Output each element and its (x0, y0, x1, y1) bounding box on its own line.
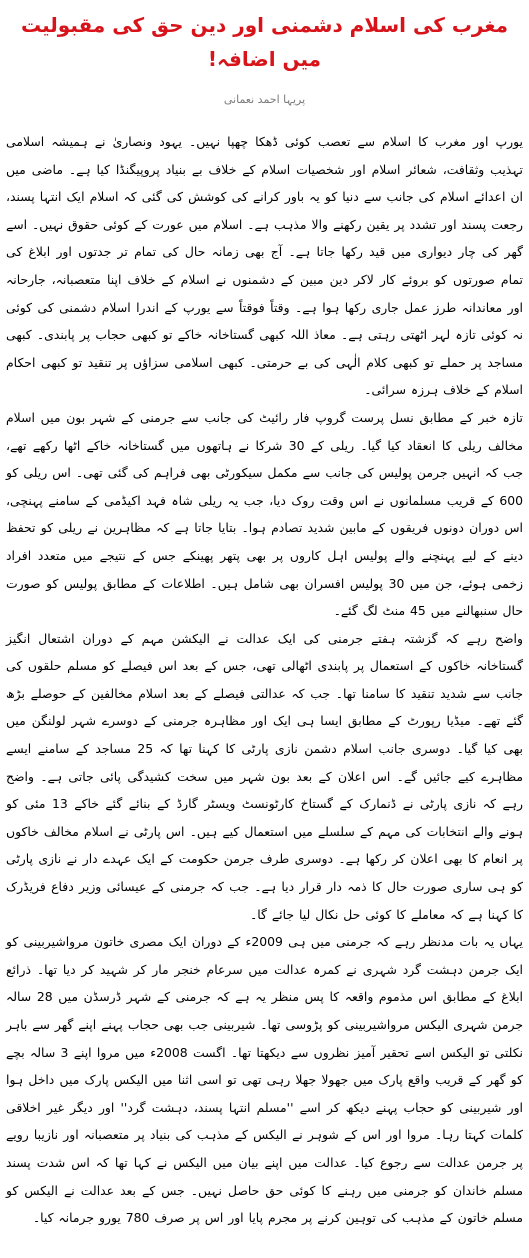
article-paragraph: یورپ اور مغرب کا اسلام سے تعصب کوئی ڈھکا چھپا نہیں۔ یہود ونصاریٰ نے ہمیشہ اسلامی تہذیب وثقافت، شعائر اسلام اور شخصیات اسلام کے خلاف بے بنیاد پروپیگنڈا کیا ہے۔ ماضی میں ان اعدائے اسلام کی جانب سے دنیا کو یہ باور کرانے کی کوشش کی گئی کہ اسلام ایک انتہا پسند، رجعت پسند اور تشدد پر یقین رکھنے والا مذہب ہے۔ اسلام میں عورت کے کوئی حقوق نہیں۔ اسے گھر کی چار دیواری میں قید رکھا جاتا ہے۔ آج بھی زمانہ حال کی تمام تر جدتوں اور ابلاغ کی تمام صورتوں کو بروئے کار لاکر دین مبین کے دشمنوں نے اسلام کے خلاف اپنا متعصبانہ، جارحانہ اور معاندانہ طرز عمل جاری رکھا ہوا ہے۔ وقتاً فوقتاً سے یورپ کے اندرا اسلام دشمنی کی کوئی نہ کوئی تازہ لہر اٹھتی رہتی ہے۔ معاذ اللہ کبھی گستاخانہ خاکے تو کبھی حجاب پر پابندی۔ کبھی مساجد پر حملے تو کبھی کلام الٰہی کی بے حرمتی۔ کبھی اسلامی سزاؤں پر تنقید تو کبھی احکام اسلام کے خلاف ہرزہ سرائی۔ (6, 134, 523, 398)
article-body (6, 128, 523, 1232)
article-paragraph: تازہ خبر کے مطابق نسل پرست گروپ فار رائیٹ کی جانب سے جرمنی کے شہر بون میں اسلام مخالف ریلی کا انعقاد کیا گیا۔ ریلی کے 30 شرکا نے ہاتھوں میں گستاخانہ خاکے اٹھا رکھے تھے، جب کہ انہیں جرمن پولیس کی جانب سے مکمل سیکورٹی بھی فراہم کی گئی تھی۔ اس ریلی کو 600 کے قریب مسلمانوں نے اس وقت روک دیا، جب یہ ریلی شاہ فہد اکیڈمی کے سامنے پہنچی، اس دوران دونوں فریقوں کے مابین شدید تصادم ہوا۔ بتایا جاتا ہے کہ مظاہرین نے ریلی کو تحفظ دینے کے لیے پہنچنے والے پولیس اہل کاروں پر بھی پتھر پھینکے جس کے نتیجے میں متعدد افراد زخمی ہوئے، جن میں 30 پولیس افسران بھی شامل ہیں۔ اطلاعات کے مطابق پولیس کو صورت حال سنبھالنے میں 45 منٹ لگ گئے۔ (6, 409, 523, 619)
article-paragraph: واضح رہے کہ گزشتہ ہفتے جرمنی کی ایک عدالت نے الیکشن مہم کے دوران اشتعال انگیز گستاخانہ خاکوں کے استعمال پر پابندی اٹھالی تھی، جس کے بعد اس فیصلے کو مسلم حلقوں کی جانب سے شدید تنقید کا سامنا تھا۔ جب کہ عدالتی فیصلے کے بعد اسلام مخالفین کے حوصلے بڑھ گئے تھے۔ میڈیا رپورٹ کے مطابق ایسا ہی ایک اور مظاہرہ جرمنی کے دوسرے شہر لولنگن میں بھی کیا گیا۔ دوسری جانب اسلام دشمن نازی پارٹی کا کہنا تھا کہ 25 مساجد کے سامنے ایسے مظاہرے کیے جائیں گے۔ اس اعلان کے بعد بون شہر میں سخت کشیدگی پائی جاتی ہے۔ واضح رہے کہ نازی پارٹی نے ڈنمارک کے گستاخ کارٹونسٹ ویسٹر گارڈ کے بنائے گئے خاکے 13 مئی کو ہونے والے انتخابات کی مہم کے سلسلے میں استعمال کیے ہیں۔ اس پارٹی نے اسلام مخالف خاکوں پر انعام کا بھی اعلان کر رکھا ہے۔ دوسری طرف جرمن حکومت کے ایک عہدے دار نے نازی پارٹی کو ہی ساری صورت حال کا ذمہ دار قرار دیا ہے۔ جب کہ جرمنی کے عیسائی وزیر دفاع فریڈرک کا کہنا ہے کہ معاملے کا کوئی حل نکال لیا جائے گا۔ (6, 630, 523, 922)
article-paragraph: یہاں یہ بات مدنظر رہے کہ جرمنی میں ہی 2009ء کے دوران ایک مصری خاتون مرواشیربینی کو ایک جرمن دہشت گرد شہری نے کمرہ عدالت میں سرعام خنجر مار کر شہید کر دیا تھا۔ ذرائع ابلاغ کے مطابق اس مذموم واقعہ کا پس منظر یہ ہے کہ جرمنی کے شہر ڈرسڈن میں 28 سالہ جرمن شہری الیکس مرواشیربینی کو پڑوسی تھا۔ شیربینی جب بھی حجاب پہنے اپنے گھر سے باہر نکلتی تو الیکس اسے تحقیر آمیز نظروں سے دیکھتا تھا۔ اگست 2008ء میں مروا اپنے 3 سالہ بچے کو گھر کے قریب واقع پارک میں جھولا جھلا رہی تھی تو اسی اثنا میں الیکس پارک میں داخل ہوا اور شیربینی کو حجاب پہنے دیکھ کر اسے ''مسلم انتہا پسند، دہشت گرد'' اور دیگر غیر اخلاقی کلمات کہتا رہا۔ مروا اور اس کے شوہر نے الیکس کے مذہب کی بنیاد پر متعصبانہ اور نازیبا رویے پر جرمن عدالت سے رجوع کیا۔ عدالت میں اپنے بیان میں الیکس نے کہا تھا کہ اس شدت پسند مسلم خاندان کو جرمنی میں رہنے کا کوئی حق حاصل نہیں۔ جس کے بعد عدالت نے الیکس کو مسلم خاتون کے مذہب کی توہین کرنے پر مجرم پایا اور اس پر صرف 780 یورو جرمانہ کیا۔ (6, 934, 523, 1226)
article-byline: پریہا احمد نعمانی (223, 93, 306, 106)
article-title: مغرب کی اسلام دشمنی اور دین حق کی مقبولیت میں اضافہ! (20, 13, 509, 71)
